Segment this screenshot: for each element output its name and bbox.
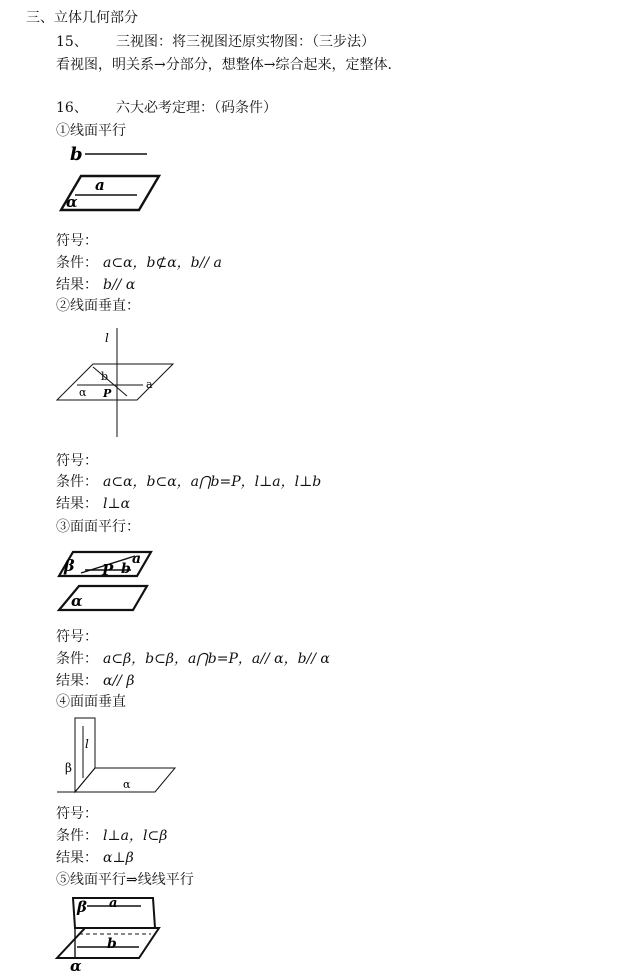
theorem-3-title: ③面面平行：: [56, 519, 140, 535]
theorem-3-result: α// β: [103, 673, 135, 689]
theorem-2-result-label: 结果：: [56, 496, 98, 512]
theorem-2-title: ②线面垂直：: [56, 298, 140, 314]
item-15-title: 三视图：将三视图还原实物图：（三步法）: [116, 34, 375, 50]
theorem-2-result: l⊥α: [103, 496, 131, 512]
theorem-2-condition-label: 条件：: [56, 474, 98, 490]
theorem-4-symbol-label: 符号：: [56, 806, 98, 822]
fig5-label-beta: β: [77, 898, 87, 916]
theorem-1-condition-label: 条件：: [56, 255, 98, 271]
fig2-plane-alpha: [57, 364, 173, 400]
item-15-number: 15、: [56, 34, 88, 50]
fig2-label-P: P: [103, 387, 112, 400]
section-heading: 三、立体几何部分: [26, 10, 138, 26]
item-16-title: 六大必考定理：（码条件）: [116, 100, 277, 116]
fig3-label-beta: β: [64, 556, 75, 575]
item-15-body: 看视图，明关系→分部分，想整体→综合起来，定整体.: [56, 57, 392, 73]
theorem-3-result-label: 结果：: [56, 673, 98, 689]
fig2-label-a: a: [146, 378, 153, 391]
fig1-label-a: a: [95, 176, 105, 194]
fig3-label-P: P: [102, 561, 114, 579]
theorem-1-result-label: 结果：: [56, 277, 98, 293]
theorem-1-result: b// α: [103, 277, 136, 293]
theorem-2-symbol-label: 符号：: [56, 453, 98, 469]
theorem-5-figure: [55, 892, 175, 974]
fig2-label-b: b: [101, 370, 109, 383]
theorem-4-condition: l⊥a，l⊂β: [103, 828, 168, 844]
fig4-plane-beta: [75, 718, 95, 792]
theorem-2-condition: a⊂α，b⊂α，a⋂b=P，l⊥a，l⊥b: [103, 474, 322, 490]
fig2-label-alpha: α: [79, 386, 87, 399]
fig2-label-l: l: [105, 331, 109, 345]
theorem-4-condition-label: 条件：: [56, 828, 98, 844]
item-16-number: 16、: [56, 100, 88, 116]
theorem-1-title: ①线面平行: [56, 123, 126, 139]
fig5-label-b: b: [107, 936, 117, 952]
theorem-5-title: ⑤线面平行⇒线线平行: [56, 872, 194, 888]
theorem-3-symbol-label: 符号：: [56, 629, 98, 645]
fig1-label-alpha: α: [66, 193, 78, 211]
fig1-label-b: b: [70, 144, 83, 165]
fig3-label-b: b: [121, 561, 131, 577]
fig5-label-a: a: [109, 896, 118, 911]
theorem-1-figure: [55, 140, 165, 220]
theorem-3-figure: [55, 546, 165, 616]
theorem-2-figure: [55, 320, 185, 440]
theorem-4-figure: [55, 712, 185, 797]
fig4-label-alpha: α: [123, 778, 131, 791]
fig3-label-a: a: [132, 551, 142, 567]
theorem-4-title: ④面面垂直: [56, 694, 126, 710]
theorem-4-result-label: 结果：: [56, 850, 98, 866]
fig5-label-alpha: α: [70, 957, 82, 975]
theorem-3-condition: a⊂β，b⊂β，a⋂b=P，a// α，b// α: [103, 651, 330, 667]
theorem-4-result: α⊥β: [103, 850, 134, 866]
fig4-label-l: l: [85, 737, 89, 751]
fig3-label-alpha: α: [71, 592, 83, 610]
theorem-1-symbol-label: 符号：: [56, 233, 98, 249]
fig4-label-beta: β: [65, 761, 72, 775]
theorem-3-condition-label: 条件：: [56, 651, 98, 667]
theorem-1-condition: a⊂α，b⊄α，b// a: [103, 255, 222, 271]
